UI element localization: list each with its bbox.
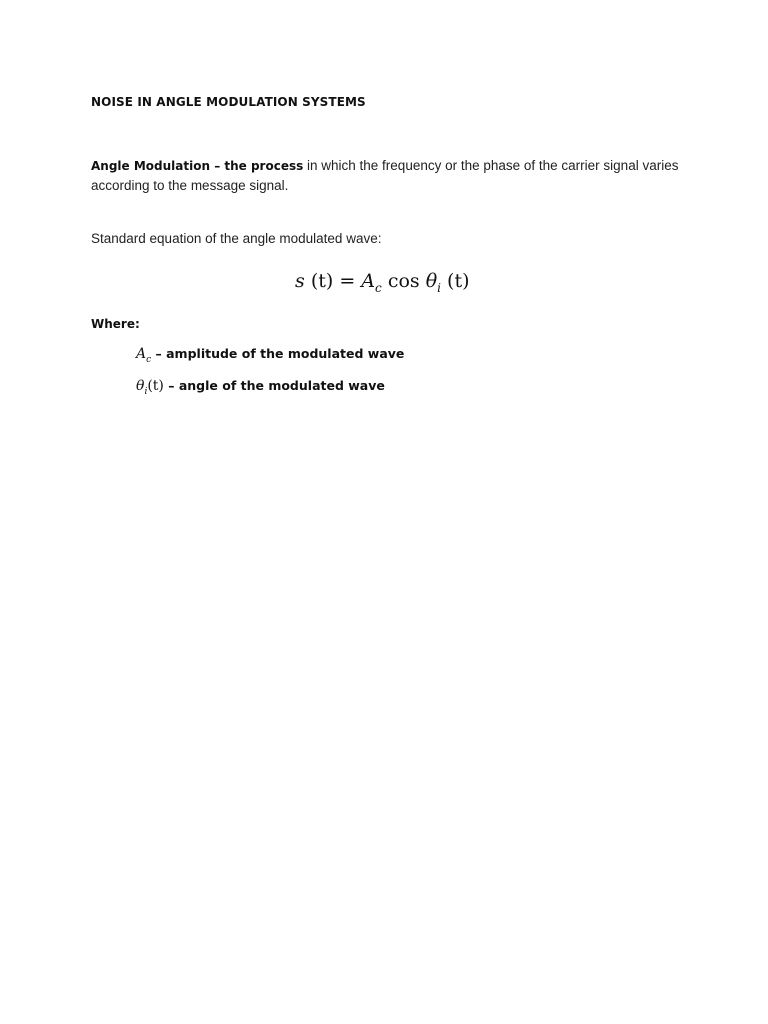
equation-equals: =	[339, 270, 362, 292]
amplitude-description: – amplitude of the modulated wave	[151, 346, 405, 361]
equation-angle-subscript: i	[437, 280, 441, 295]
angle-symbol-subscript: i	[144, 386, 148, 397]
equation-lhs-arg: (t)	[310, 270, 334, 292]
standard-equation-label: Standard equation of the angle modulated wave:	[91, 231, 382, 246]
intro-lead-term: Angle Modulation – the process	[91, 159, 304, 173]
intro-text: in which the frequency or the phase of the carrier signal varies according to the message signal.	[91, 158, 679, 193]
definition-amplitude	[136, 346, 404, 365]
intro-paragraph	[91, 156, 691, 196]
equation-amplitude-subscript: c	[375, 280, 382, 295]
equation-amplitude-symbol: A	[361, 270, 376, 292]
amplitude-symbol-subscript: c	[146, 354, 152, 365]
equation-angle-symbol: θ	[425, 270, 438, 292]
equation-angle-arg: (t)	[447, 270, 470, 292]
document-heading: NOISE IN ANGLE MODULATION SYSTEMS	[91, 95, 366, 109]
where-label: Where:	[91, 317, 140, 331]
amplitude-symbol	[136, 346, 152, 365]
angle-symbol-letter: θ	[136, 378, 145, 394]
angle-symbol	[136, 378, 164, 397]
amplitude-symbol-letter: A	[136, 346, 147, 362]
equation-function: cos	[387, 270, 426, 292]
equation-lhs-symbol: s	[295, 270, 305, 292]
angle-modulation-equation	[295, 270, 470, 295]
definition-angle	[136, 378, 385, 397]
angle-description: – angle of the modulated wave	[163, 378, 385, 393]
angle-symbol-argument: (t)	[147, 378, 164, 394]
